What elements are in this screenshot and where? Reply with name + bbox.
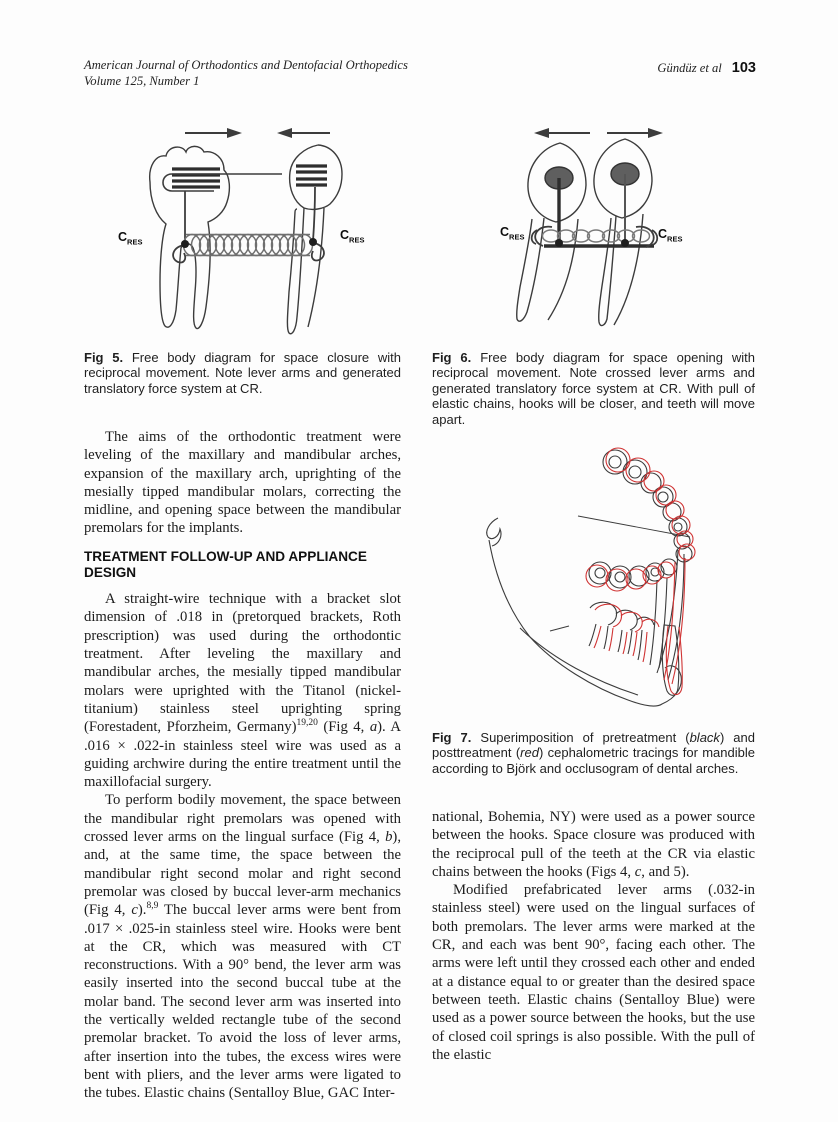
fig7-caption: Fig 7. Superimposition of pretreatment (black) and posttreatment (red) cephalometric tracings for mandible according to Björk and occlusogram of dental arches. xyxy=(432,730,755,776)
journal-volume: Volume 125, Number 1 xyxy=(84,73,200,88)
fig7-tracing xyxy=(432,430,755,722)
cr-point-left xyxy=(555,239,563,247)
arrow-left-icon xyxy=(277,128,330,138)
page-number: 103 xyxy=(731,60,756,76)
paragraph: A straight-wire technique with a bracket slot dimension of .018 in (pretorqued brackets, Roth prescription) was used during the orthodontic treatment. After leveling the maxillary and mandibular arches, the mesially tipped mandibular molars were uprighted with the Titanol (nickel-titanium) stainless steel uprighting spring (Forestadent, Pforzheim, Germany)$^{19,20}$ (Fig 4, a). A .016 × .022-in stainless steel wire was used as a guiding archwire during the entire treatment until the maxillofacial surgery. xyxy=(84,591,402,791)
arrow-right-icon xyxy=(607,128,663,138)
fig5-caption: Fig 5. Free body diagram for space closure with reciprocal movement. Note lever arms and generated translatory force system at CR. xyxy=(84,350,401,396)
section-heading: TREATMENT FOLLOW-UP AND APPLIANCE DESIGN xyxy=(84,548,367,580)
paragraph: To perform bodily movement, the space between the mandibular right premolars was opened with crossed lever arms on the lingual surface (Fig 4, b), and, at the same time, the space between the mandibular right second molar and right second premolar was closed by buccal lever-arm mechanics (Fig 4, c).$^{8,9}$ The buccal lever arms were bent from .017 × .025-in stainless steel wire. Hooks were bent at the CR, which was measured with CT reconstructions. With a 90° bend, the lever arm was easily inserted into the second buccal tube at the molar band. The second lever arm was inserted into the vertically welded rectangle tube of the second premolar bracket. To avoid the loss of lever arms, after insertion into the tubes, the excess wires were bent with pliers, and the lever arms were ligated to the tubes. Elastic chains (Sentalloy Blue, GAC Inter- xyxy=(84,792,402,1102)
paragraph: Modified prefabricated lever arms (.032-in stainless steel) were used on the lingual surfaces of both premolars. The lever arms were marked at the CR, and each was bent 90°, facing each other. The arms were left until they crossed each other and ended at a distance equal to or greater than the desired space between teeth. Elastic chains (Sentalloy Blue) were used as a power source between the hooks, but the use of closed coil springs is also possible. With the pull of the elastic xyxy=(432,882,755,1063)
bracket-left xyxy=(172,169,220,187)
cres-label: $C_{RES}$ xyxy=(118,230,143,247)
fig6-diagram xyxy=(432,112,755,348)
right-column xyxy=(432,808,755,1064)
cr-point-right xyxy=(621,239,629,247)
cr-point-right xyxy=(309,238,317,246)
bracket-right xyxy=(296,166,327,185)
arrow-left-icon xyxy=(534,128,590,138)
cr-point-left xyxy=(181,240,189,248)
cres-label: $C_{RES}$ xyxy=(500,225,525,242)
authors: Gündüz et al xyxy=(657,61,722,75)
cres-label: $C_{RES}$ xyxy=(658,227,683,244)
fig6-svg xyxy=(432,112,755,348)
arrow-right-icon xyxy=(185,128,242,138)
journal-title: American Journal of Orthodontics and Dentofacial Orthopedics xyxy=(84,58,408,72)
left-column xyxy=(84,428,401,1103)
running-head-right xyxy=(657,60,756,76)
fig7-svg xyxy=(432,430,755,722)
paragraph: national, Bohemia, NY) were used as a power source between the hooks. Space closure was produced with the reciprocal pull of the teeth at the CR via elastic chains between the hooks (Figs 4, c, and 5). xyxy=(432,809,755,880)
running-head-left xyxy=(84,58,504,89)
fig5-diagram xyxy=(84,112,401,348)
fig6-caption: Fig 6. Free body diagram for space opening with reciprocal movement. Note crossed lever arms and generated translatory force system at CR. With pull of elastic chains, hooks will be closer, and teeth will move apart. xyxy=(432,350,755,427)
cres-label: $C_{RES}$ xyxy=(340,228,365,245)
paragraph: The aims of the orthodontic treatment were leveling of the maxillary and mandibular arches, expansion of the maxillary arch, uprighting of the mesially tipped mandibular molars, correcting the midline, and opening space between the mandibular premolars for the implants. xyxy=(84,429,401,537)
lever-arm-right xyxy=(313,187,315,241)
premolar-right-root xyxy=(599,216,616,326)
